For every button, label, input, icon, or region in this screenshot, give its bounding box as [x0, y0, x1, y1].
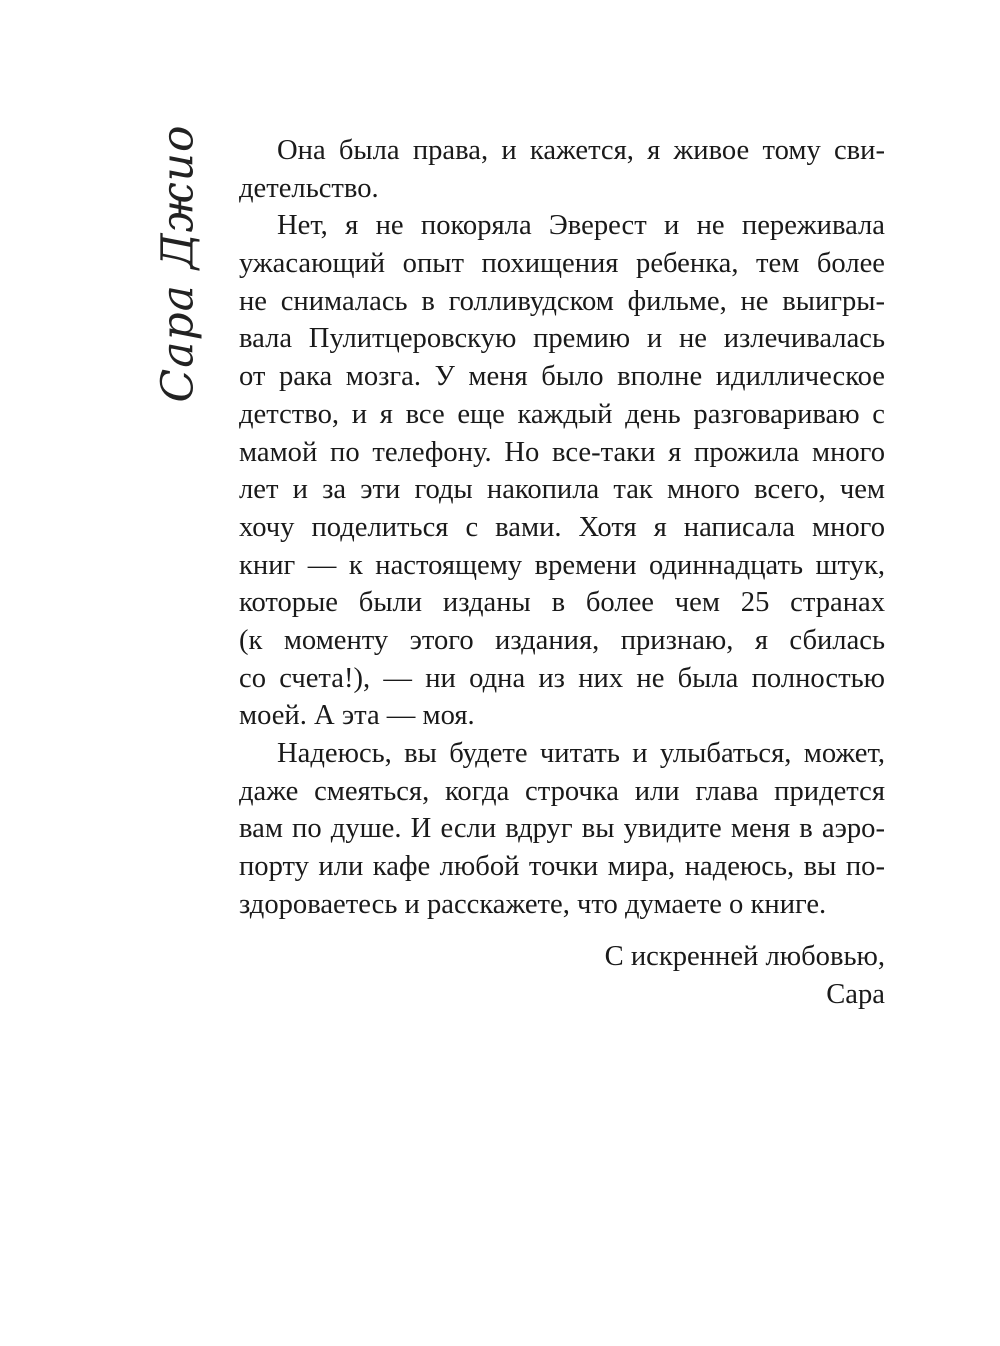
text-line: вам по душе. И если вдруг вы увидите меня в аэро-: [239, 813, 885, 845]
paragraph: [239, 132, 885, 207]
text-line: Она была права, и кажется, я живое тому сви-: [277, 135, 885, 166]
text-line: Надеюсь, вы будете читать и улыбаться, может,: [277, 738, 885, 769]
body-text: [239, 132, 885, 923]
running-head-author: Сара Джио: [152, 124, 204, 402]
text-line: моей. А эта — моя.: [239, 700, 475, 732]
text-line: (к моменту этого издания, признаю, я сбилась: [239, 624, 885, 656]
text-line: детельство.: [239, 172, 379, 204]
text-line: детство, и я все еще каждый день разговариваю с: [239, 398, 885, 430]
text-line: порту или кафе любой точки мира, надеюсь, вы по-: [239, 851, 885, 883]
paragraph: [239, 207, 885, 735]
text-line: даже смеяться, когда строчка или глава придется: [239, 775, 885, 807]
text-line: хочу поделиться с вами. Хотя я написала много: [239, 511, 885, 543]
text-line: которые были изданы в более чем 25 странах: [239, 587, 885, 619]
text-line: здороваетесь и расскажете, что думаете о книге.: [239, 888, 827, 920]
text-line: от рака мозга. У меня было вполне идиллическое: [239, 361, 885, 393]
paragraph: [239, 735, 885, 923]
text-line: со счета!), — ни одна из них не была полностью: [239, 662, 885, 694]
salutation: С искренней любовью,: [604, 941, 885, 972]
text-line: ужасающий опыт похищения ребенка, тем более: [239, 248, 885, 280]
text-line: Нет, я не покоряла Эверест и не переживала: [277, 210, 885, 242]
text-line: лет и за эти годы накопила так много всего, чем: [239, 474, 885, 506]
text-line: мамой по телефону. Но все-таки я прожила много: [239, 436, 885, 468]
text-line: книг — к настоящему времени одиннадцать штук,: [239, 549, 885, 581]
text-line: не снималась в голливудском фильме, не выигры-: [239, 285, 885, 317]
running-head: [148, 124, 208, 402]
signature: Сара: [826, 978, 885, 1010]
text-line: вала Пулитцеровскую премию и не излечивалась: [239, 323, 885, 355]
letter-closing: [605, 938, 885, 1013]
